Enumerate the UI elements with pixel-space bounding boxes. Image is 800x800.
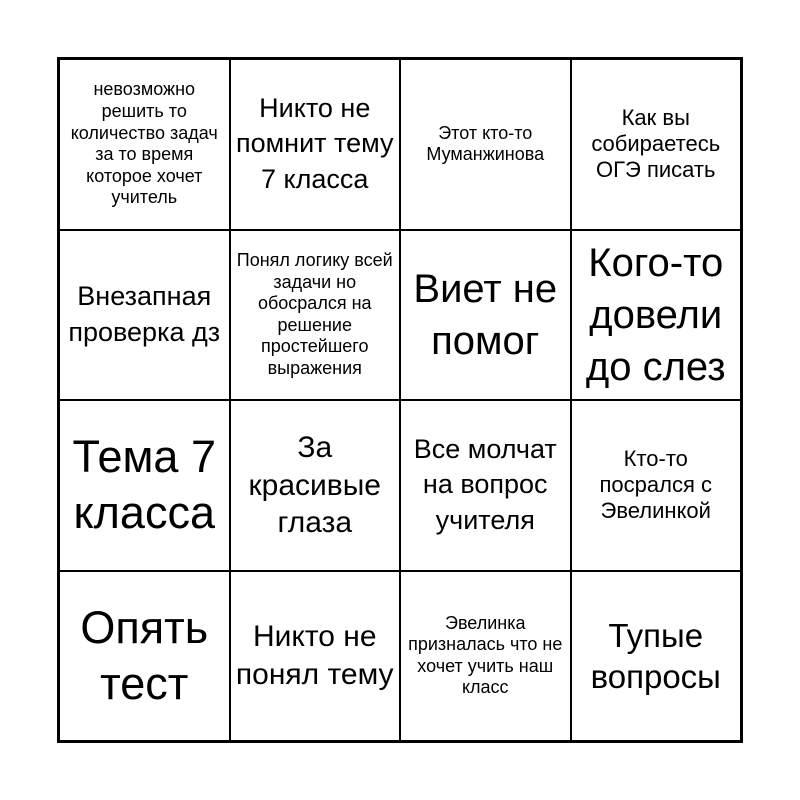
bingo-cell[interactable] <box>400 400 571 571</box>
bingo-cell[interactable] <box>400 59 571 230</box>
bingo-cell[interactable] <box>59 230 230 401</box>
cell-text: За красивые глаза <box>248 431 381 539</box>
bingo-cell[interactable] <box>400 571 571 742</box>
bingo-cell[interactable] <box>230 400 401 571</box>
cell-text: Тема 7 класса <box>72 431 216 539</box>
cell-text: Понял логику всей задачи но обосрался на решение простейшего выражения <box>236 249 393 378</box>
cell-text: Никто не понял тему <box>235 620 394 691</box>
cell-text: Эвелинка призналась что не хочет учить наш класс <box>408 612 563 698</box>
cell-text: Тупые вопросы <box>590 616 721 695</box>
bingo-cell[interactable] <box>59 400 230 571</box>
bingo-cell[interactable] <box>571 571 742 742</box>
cell-text: Как вы собираетесь ОГЭ писать <box>591 104 721 183</box>
bingo-cell[interactable] <box>400 230 571 401</box>
cell-text: Кто-то посрался с Эвелинкой <box>599 445 712 524</box>
cell-text: невозможно решить то количество задач за то время которое хочет учитель <box>70 79 218 208</box>
bingo-cell[interactable] <box>59 571 230 742</box>
cell-text: Внезапная проверка дз <box>68 281 221 347</box>
bingo-cell[interactable] <box>59 59 230 230</box>
bingo-board <box>57 57 743 743</box>
cell-text: Все молчат на вопрос учителя <box>413 433 557 536</box>
cell-text: Этот кто-то Муманжинова <box>426 122 545 165</box>
bingo-cell[interactable] <box>230 230 401 401</box>
cell-text: Опять тест <box>80 601 209 709</box>
cell-text: Никто не помнит тему 7 класса <box>235 92 394 195</box>
cell-text: Виет не помог <box>413 266 558 363</box>
bingo-cell[interactable] <box>571 59 742 230</box>
bingo-cell[interactable] <box>571 400 742 571</box>
bingo-cell[interactable] <box>571 230 742 401</box>
bingo-cell[interactable] <box>230 571 401 742</box>
bingo-cell[interactable] <box>230 59 401 230</box>
cell-text: Кого-то довели до слез <box>585 240 726 389</box>
